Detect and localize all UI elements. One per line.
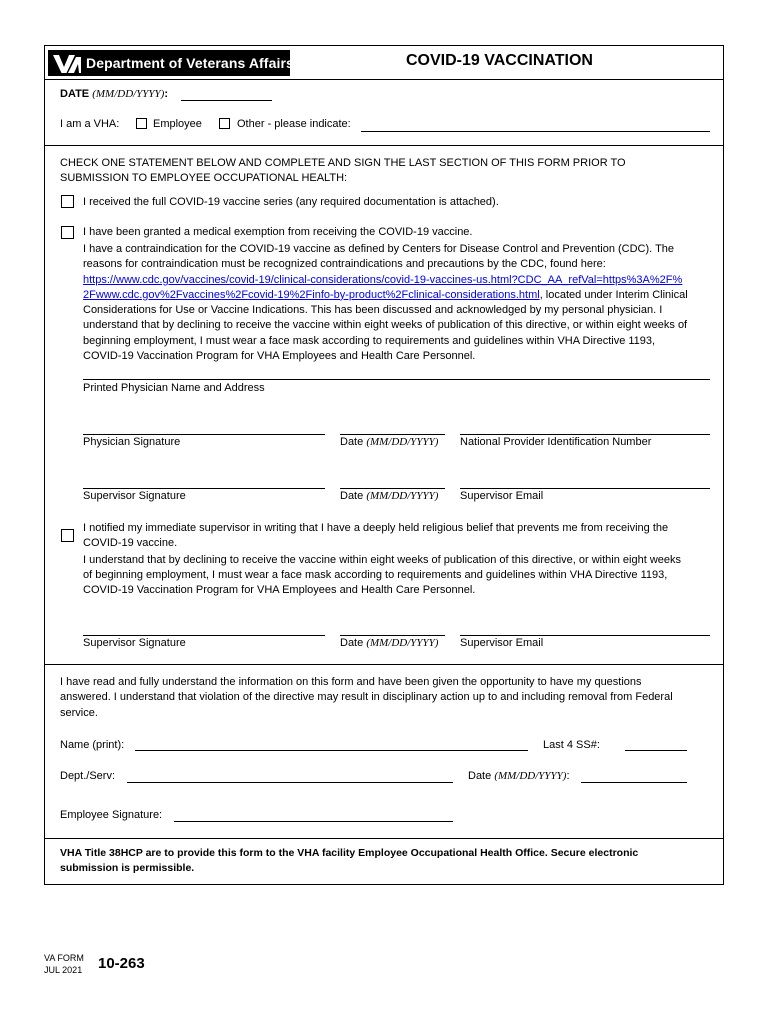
section-divider-3 [44,838,724,839]
va-form-label: VA FORM [44,953,84,963]
option-medical-exemption-checkbox[interactable] [61,226,74,239]
physician-name-field[interactable] [83,379,710,380]
other-option-label: Other - please indicate: [237,118,351,130]
form-date: JUL 2021 [44,965,83,975]
supervisor-email-label-1: Supervisor Email [460,490,544,502]
instruction-line-1: CHECK ONE STATEMENT BELOW AND COMPLETE AND SIGN THE LAST SECTION OF THIS FORM PRIOR TO [60,157,626,169]
supervisor-date-label-1: Date (MM/DD/YYYY) [340,490,439,502]
acknowledgement-text: I have read and fully understand the information on this form and have been given the opportunity to have my questions answered. I understand that violation of the directive may result in disciplinary action up to and including removal from Federal service. [60,676,673,719]
form-number: 10-263 [98,955,145,972]
option-vaccinated-checkbox[interactable] [61,195,74,208]
last4-field[interactable] [625,750,687,751]
medical-exemption-body: I have a contraindication for the COVID-19 vaccine as defined by Centers for Disease Control and Prevention (CDC). The reasons for contraindication must be recognized contraindications and precautions by the CDC, found here: https://www.cdc.gov/vaccines/covid-19/clinical-considerations/covid-19-vaccines-us.html?CDC_AA_refVal=https%3A%2F% 2Fwww.cdc.gov%2Fvaccines%2Fcovid-19%2Finfo-by-product%2Fclinical-considerations.html, located under Interim Clinical Considerations for Use or Vaccine Indications. This has been discussed and acknowledged by my personal physician. I understand that by declining to receive the vaccine within eight weeks of publication of this directive, or within eight weeks of beginning employment, I must wear a face mask according to requirements and guidelines within VHA Directive 1193, COVID-19 Vaccination Program for VHA Employees and Health Care Personnel. [83,243,688,363]
religious-exemption-body: I notified my immediate supervisor in writing that I have a deeply held religious belief that prevents me from receiving the COVID-19 vaccine. I understand that by declining to receive the vaccine within eight weeks of publication of this directive, or within eight weeks of beginning employment, I must wear a face mask according to requirements and guidelines within VHA Directive 1193, COVID-19 Vaccination Program for VHA Employees and Health Care Personnel. [83,522,681,597]
employee-signature-label: Employee Signature: [60,809,163,821]
last4-label: Last 4 SS#: [543,739,600,751]
date-label: DATE (MM/DD/YYYY): [60,88,168,100]
physician-date-label: Date (MM/DD/YYYY) [340,436,439,448]
vha-label: I am a VHA: [60,118,120,130]
employee-signature-field[interactable] [174,821,453,822]
option-religious-exemption-checkbox[interactable] [61,529,74,542]
submission-note: VHA Title 38HCP are to provide this form to the VHA facility Employee Occupational Health Office. Secure electronic submission is permissible. [60,847,639,875]
physician-name-label: Printed Physician Name and Address [83,382,265,394]
cdc-link-line-1[interactable]: https://www.cdc.gov/vaccines/covid-19/clinical-considerations/covid-19-vaccines-us.html?CDC_AA_refVal=https%3A%2F% [83,273,683,286]
header-divider [44,79,724,80]
supervisor-email-label-2: Supervisor Email [460,637,544,649]
employee-date-label: Date (MM/DD/YYYY): [468,770,570,782]
dept-label: Dept./Serv: [60,770,116,782]
other-checkbox[interactable] [219,118,230,129]
option-vaccinated-text: I received the full COVID-19 vaccine series (any required documentation is attached). [83,196,499,208]
other-indicate-field[interactable] [361,131,710,132]
physician-signature-label: Physician Signature [83,436,181,448]
name-label: Name (print): [60,739,125,751]
employee-checkbox[interactable] [136,118,147,129]
name-field[interactable] [135,750,528,751]
npi-label: National Provider Identification Number [460,436,652,448]
form-title: COVID-19 VACCINATION [406,52,593,69]
dept-field[interactable] [127,782,453,783]
agency-name: Department of Veterans Affairs [86,55,294,71]
medical-exemption-heading: I have been granted a medical exemption from receiving the COVID-19 vaccine. [83,226,473,238]
supervisor-signature-label-1: Supervisor Signature [83,490,186,502]
instruction-line-2: SUBMISSION TO EMPLOYEE OCCUPATIONAL HEALTH: [60,172,348,184]
date-field[interactable] [181,100,272,101]
employee-date-field[interactable] [581,782,687,783]
employee-option-label: Employee [153,118,202,130]
section-divider-2 [44,664,724,665]
supervisor-signature-label-2: Supervisor Signature [83,637,186,649]
section-divider-1 [44,145,724,146]
supervisor-date-label-2: Date (MM/DD/YYYY) [340,637,439,649]
cdc-link-line-2[interactable]: 2Fwww.cdc.gov%2Fvaccines%2Fcovid-19%2Finfo-by-product%2Fclinical-considerations.html [83,288,540,301]
